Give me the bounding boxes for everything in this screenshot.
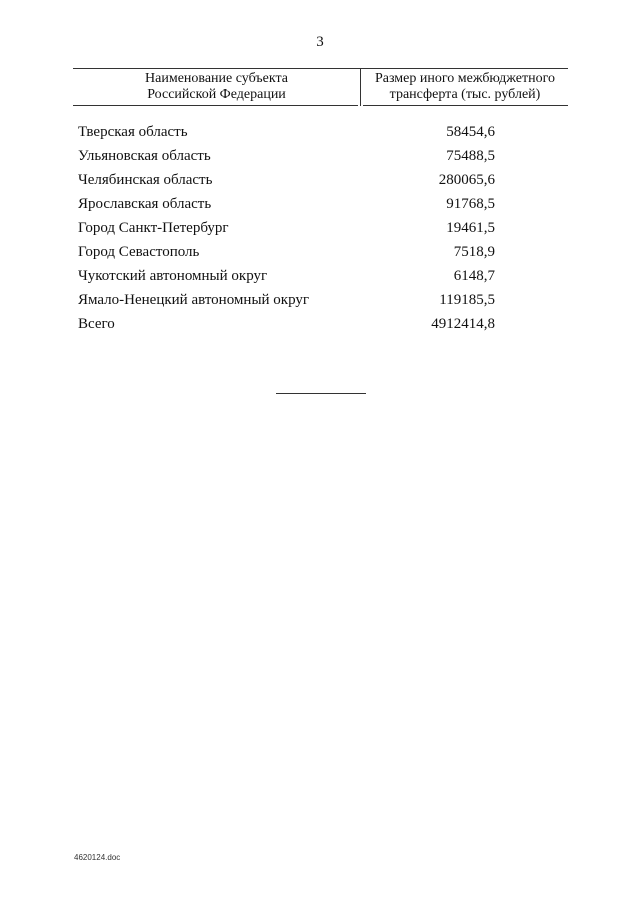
row-amount: 75488,5 (446, 148, 495, 164)
row-subject: Ямало-Ненецкий автономный округ (78, 292, 310, 308)
row-subject: Всего (78, 316, 115, 332)
header-column-divider (360, 68, 361, 106)
row-amount: 58454,6 (446, 124, 495, 140)
table-row (0, 122, 640, 146)
row-amount: 6148,7 (453, 268, 495, 284)
row-subject: Ярославская область (78, 196, 212, 212)
header-transfer-amount (362, 71, 568, 103)
footer-file-name: 4620124.doc (74, 853, 121, 862)
header-subject-line1: Наименование субъекта (145, 71, 288, 86)
row-amount: 119185,5 (439, 292, 495, 308)
row-amount: 19461,5 (446, 220, 495, 236)
row-amount: 4912414,8 (431, 316, 495, 332)
header-bottom-rule-right (363, 105, 568, 106)
row-subject: Челябинская область (78, 172, 213, 188)
table-body (0, 122, 640, 338)
table-row (0, 290, 640, 314)
row-amount: 91768,5 (446, 196, 495, 212)
row-subject: Ульяновская область (78, 148, 211, 164)
table-row (0, 146, 640, 170)
row-amount: 7518,9 (453, 244, 495, 260)
table-row (0, 218, 640, 242)
table-row (0, 170, 640, 194)
row-subject: Город Севастополь (78, 244, 200, 260)
page-number: 3 (316, 34, 324, 50)
table-row-total (0, 314, 640, 338)
table-row (0, 194, 640, 218)
header-subject-name (73, 71, 360, 103)
header-bottom-rule-left (73, 105, 358, 106)
table-header (73, 68, 568, 106)
row-amount: 280065,6 (438, 172, 495, 188)
header-top-rule (73, 68, 568, 69)
table-row (0, 242, 640, 266)
row-subject: Город Санкт-Петербург (78, 220, 229, 236)
row-subject: Чукотский автономный округ (78, 268, 268, 284)
end-of-table-rule (276, 393, 366, 394)
header-amount-line2: трансферта (тыс. рублей) (389, 87, 541, 102)
row-subject: Тверская область (78, 124, 188, 140)
header-amount-line1: Размер иного межбюджетного (374, 71, 556, 86)
header-subject-line2: Российской Федерации (147, 87, 286, 102)
table-row (0, 266, 640, 290)
